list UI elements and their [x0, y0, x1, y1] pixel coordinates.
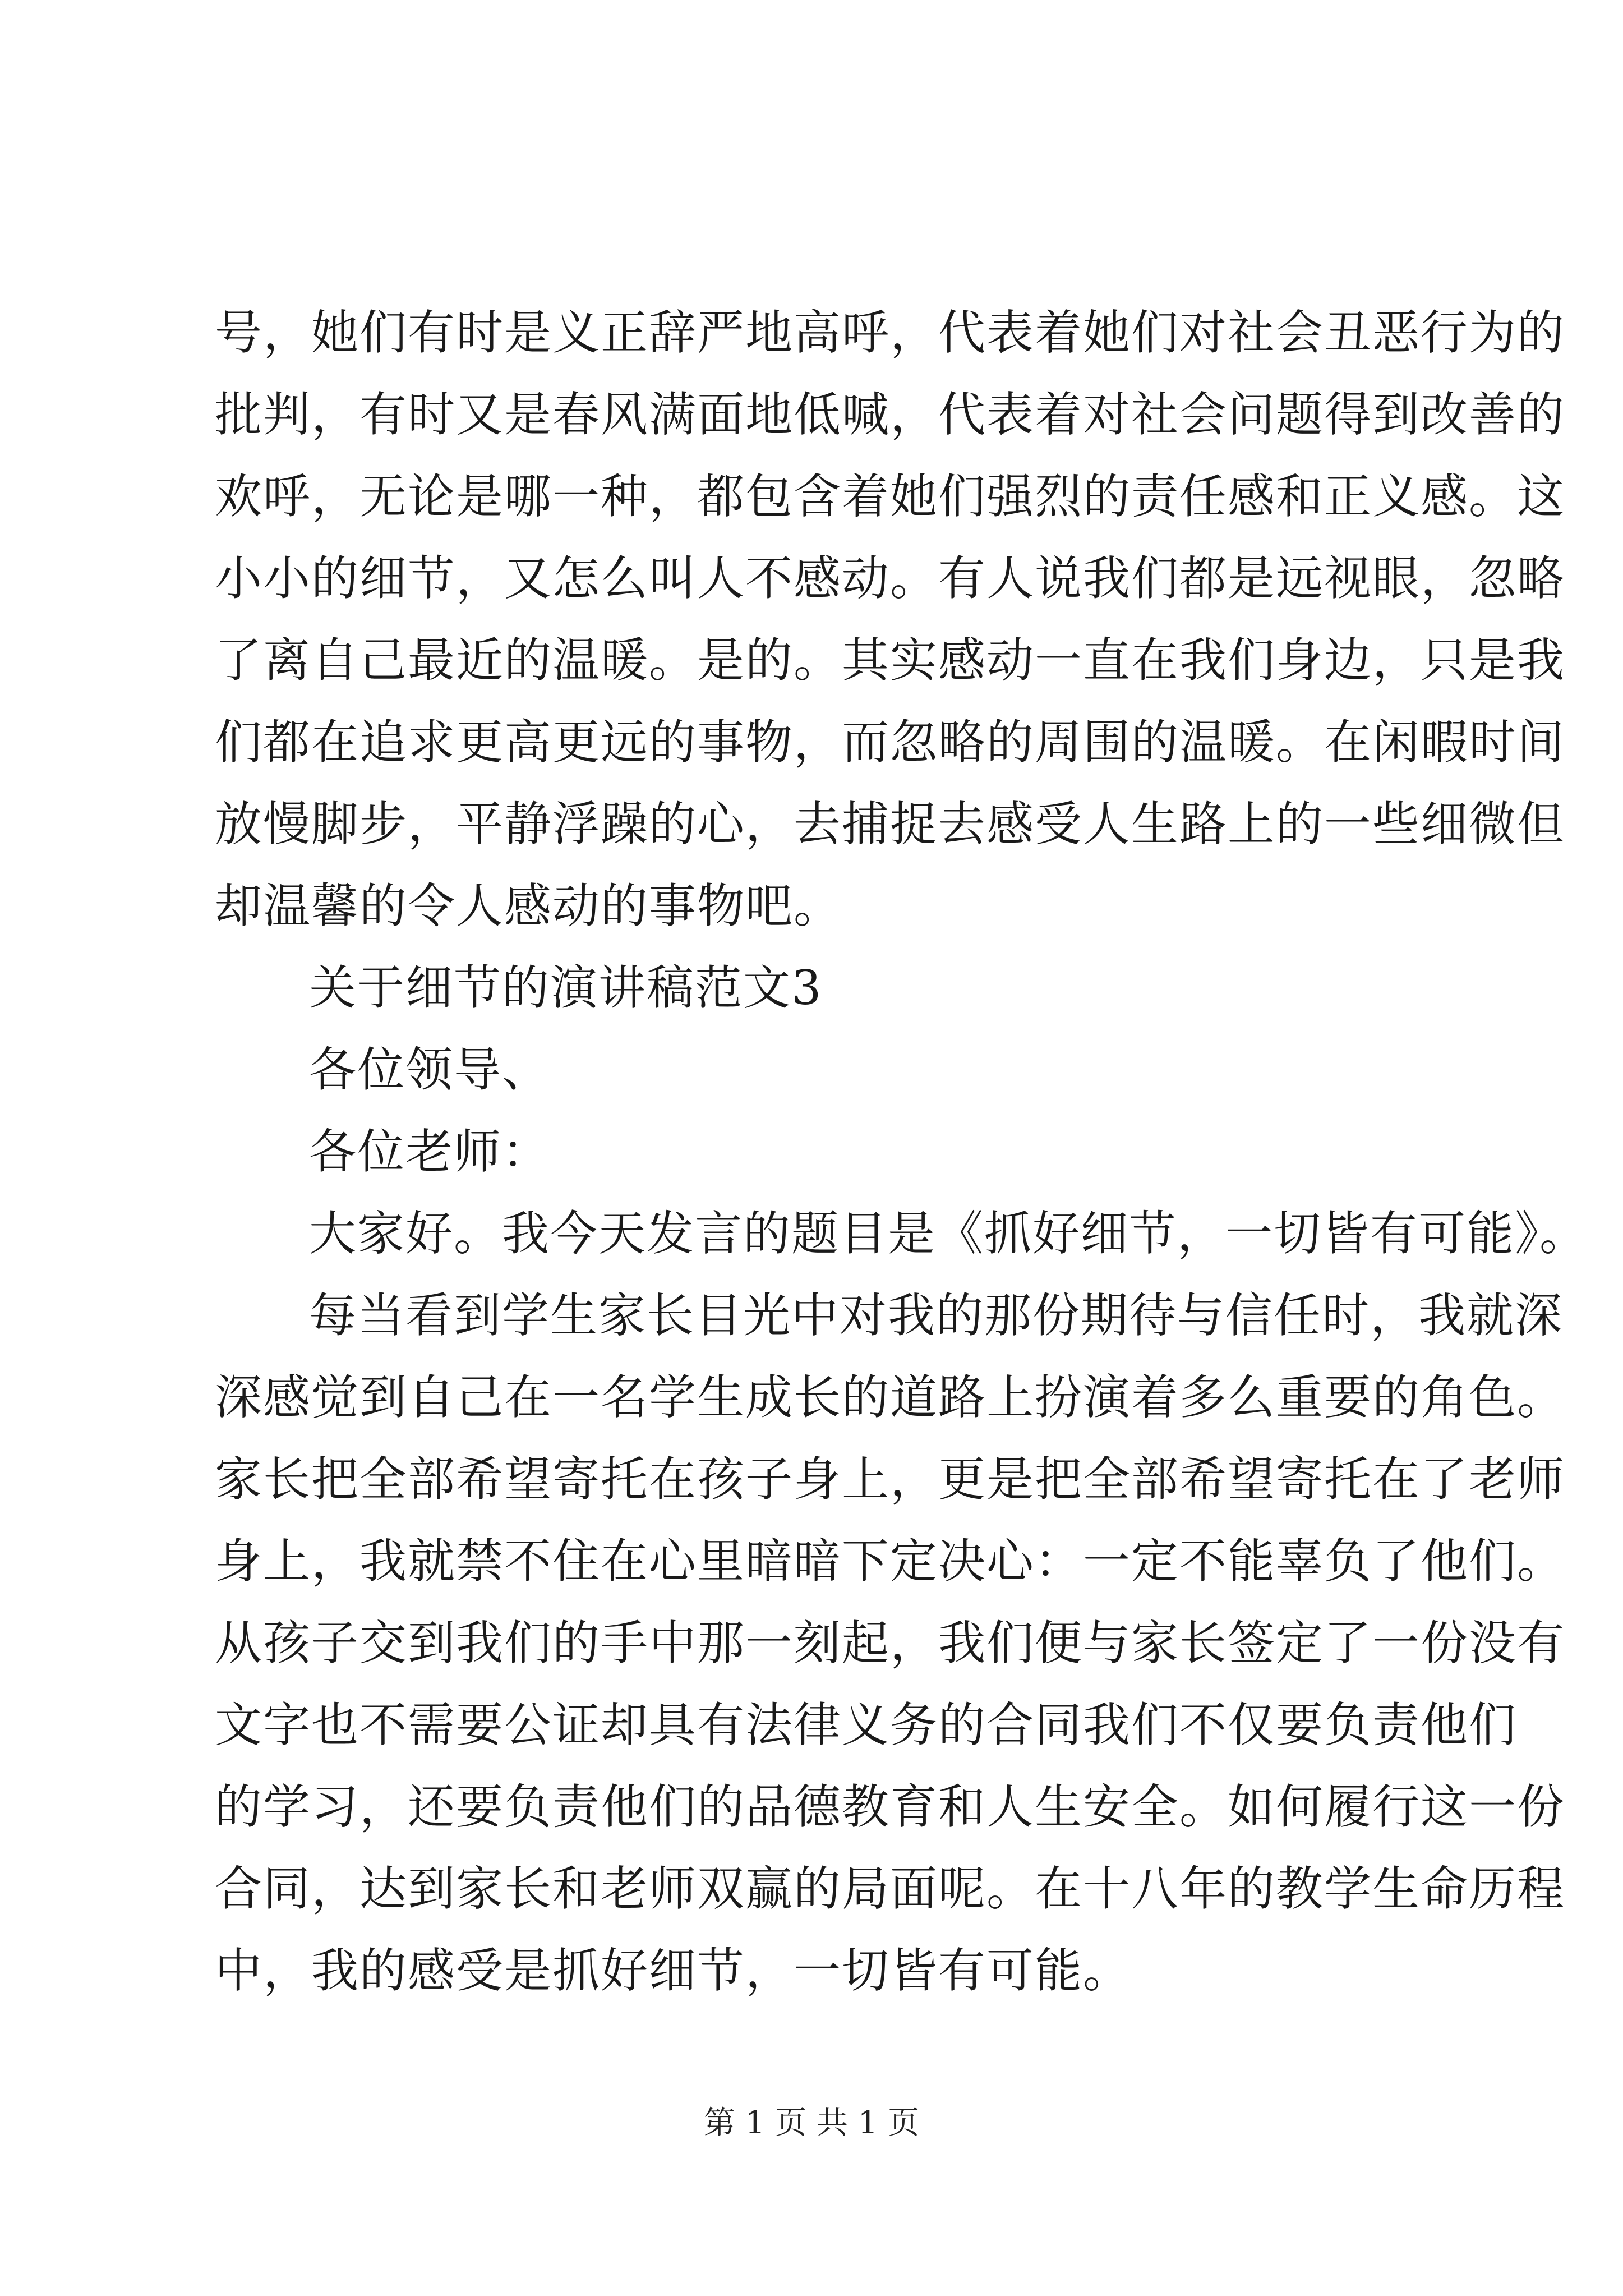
salutation-leaders — [215, 1029, 1426, 1111]
text-line: 们都在追求更高更远的事物，而忽略的周围的温暖。在闲暇时间 — [215, 715, 1566, 770]
body-paragraph — [215, 1274, 1566, 2012]
text-line: 小小的细节，又怎么叫人不感动。有人说我们都是远视眼，忽略 — [215, 551, 1566, 606]
text-line: 各位领导、 — [309, 1042, 551, 1097]
text-line: 家长把全部希望寄托在孩子身上，更是把全部希望寄托在了老师 — [215, 1452, 1566, 1507]
text-line: 每当看到学生家长目光中对我的那份期待与信任时，我就深 — [309, 1288, 1564, 1343]
text-line: 从孩子交到我们的手中那一刻起，我们便与家长签定了一份没有 — [215, 1616, 1566, 1671]
text-line: 文字也不需要公证却具有法律义务的合同我们不仅要负责他们 — [215, 1697, 1518, 1752]
page-footer: 第 1 页 共 1 页 — [703, 2105, 920, 2141]
salutation-teachers — [215, 1111, 1426, 1193]
text-line: 欢呼，无论是哪一种，都包含着她们强烈的责任感和正义感。这 — [215, 469, 1566, 524]
text-line: 身上，我就禁不住在心里暗暗下定决心：一定不能辜负了他们。 — [215, 1534, 1566, 1589]
text-line: 各位老师： — [309, 1124, 551, 1179]
text-line: 中，我的感受是抓好细节，一切皆有可能。 — [215, 1943, 1132, 1998]
text-line: 深感觉到自己在一名学生成长的道路上扮演着多么重要的角色。 — [215, 1370, 1566, 1425]
text-line: 了离自己最近的温暖。是的。其实感动一直在我们身边，只是我 — [215, 633, 1566, 688]
text-line: 的学习，还要负责他们的品德教育和人生安全。如何履行这一份 — [215, 1779, 1566, 1834]
text-line: 号，她们有时是义正辞严地高呼，代表着她们对社会丑恶行为的 — [215, 305, 1566, 360]
text-line: 关于细节的演讲稿范文3 — [309, 960, 823, 1015]
paragraph-continuation — [215, 292, 1566, 947]
text-line: 却温馨的令人感动的事物吧。 — [215, 878, 842, 933]
text-line: 放慢脚步，平静浮躁的心，去捕捉去感受人生路上的一些细微但 — [215, 797, 1566, 852]
section-title — [215, 947, 1426, 1029]
text-line: 合同，达到家长和老师双赢的局面呢。在十八年的教学生命历程 — [215, 1861, 1566, 1916]
greeting-paragraph — [215, 1193, 1588, 1274]
document-body — [215, 292, 1588, 2012]
text-line: 大家好。我今天发言的题目是《抓好细节，一切皆有可能》。 — [309, 1206, 1588, 1261]
text-line: 批判，有时又是春风满面地低喊，代表着对社会问题得到改善的 — [215, 387, 1566, 442]
